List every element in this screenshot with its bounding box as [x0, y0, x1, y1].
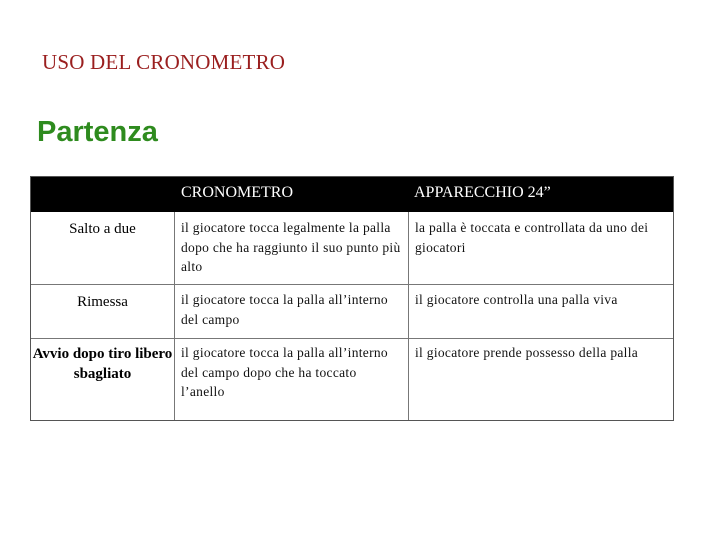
row-label-avvio: Avvio dopo tiro libero sbagliato [32, 346, 173, 382]
row-label-rimessa: Rimessa [77, 294, 128, 310]
cell-cronometro-rimessa: il giocatore tocca la palla all’interno del campo [181, 292, 388, 327]
header-cronometro: CRONOMETRO [181, 184, 294, 201]
row-divider [31, 284, 673, 285]
column-divider [408, 212, 409, 420]
row-label-salto: Salto a due [69, 221, 136, 237]
cell-apparecchio-salto: la palla è toccata e controllata da uno dei giocatori [415, 220, 649, 255]
cell-apparecchio-rimessa: il giocatore controlla una palla viva [415, 292, 618, 307]
row-divider [31, 338, 673, 339]
column-divider [174, 212, 175, 420]
table-header [31, 177, 673, 212]
section-title: Partenza [37, 116, 158, 148]
page-title: USO DEL CRONOMETRO [42, 50, 286, 74]
cell-cronometro-avvio: il giocatore tocca la palla all’interno del campo dopo che ha toccato l’anello [181, 345, 388, 399]
cell-apparecchio-avvio: il giocatore prende possesso della palla [415, 345, 639, 360]
cell-cronometro-salto: il giocatore tocca legalmente la palla dopo che ha raggiunto il suo punto più alto [181, 220, 401, 274]
header-apparecchio: APPARECCHIO 24” [414, 184, 551, 201]
timing-table [30, 176, 674, 421]
